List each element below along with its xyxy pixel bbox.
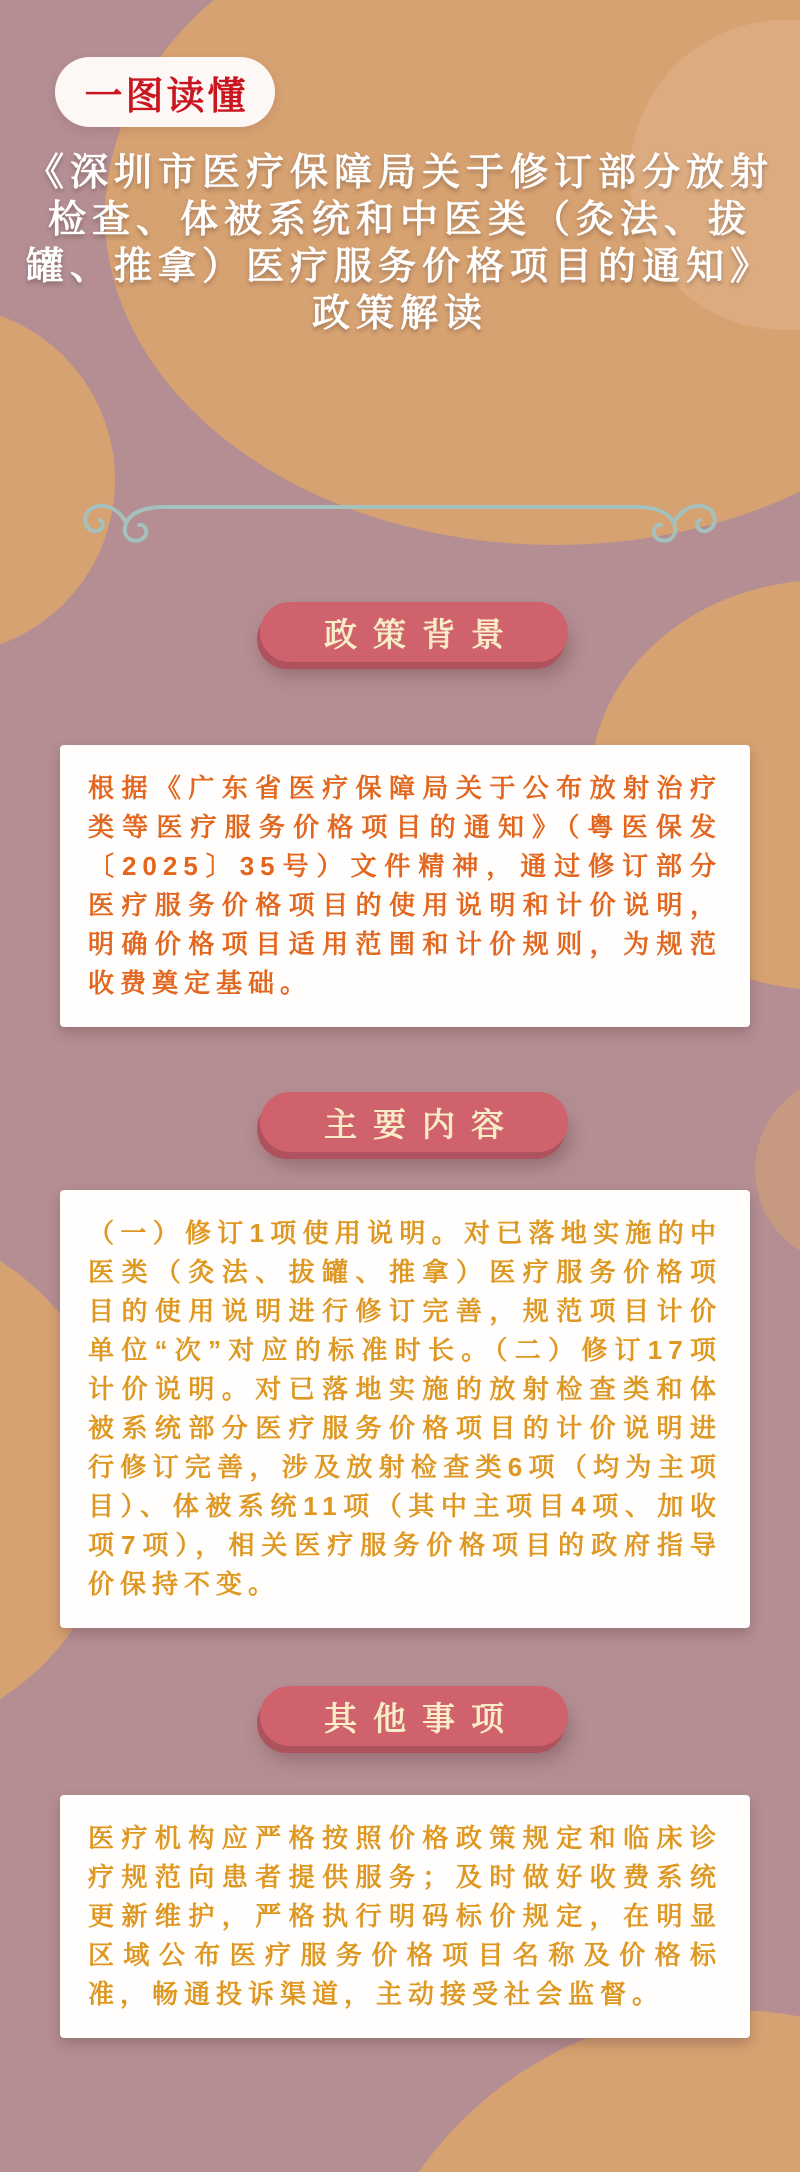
section-body: 医疗机构应严格按照价格政策规定和临床诊疗规范向患者提供服务；及时做好收费系统更新维护，严格执行明码标价规定，在明显区域公布医疗服务价格项目名称及价格标准，畅通投诉渠道，主动接受社会监督。	[88, 1823, 722, 2009]
section-body: （一）修订1项使用说明。对已落地实施的中医类（灸法、拔罐、推拿）医疗服务价格项目的使用说明进行修订完善，规范项目计价单位“次”对应的标准时长。（二）修订17项计价说明。对已落地实施的放射检查类和体被系统部分医疗服务价格项目的计价说明进行修订完善，涉及放射检查类6项（均为主项目）、体被系统11项（其中主项目4项、加收项7项），相关医疗服务价格项目的政府指导价保持不变。	[88, 1218, 722, 1599]
background-circle	[755, 1075, 800, 1265]
section-pill-main-content	[260, 1092, 568, 1152]
section-pill-policy-background	[260, 602, 568, 662]
section-card-other-matters	[60, 1795, 750, 2038]
badge-label: 一图读懂	[84, 75, 249, 118]
section-body: 根据《广东省医疗保障局关于公布放射治疗类等医疗服务价格项目的通知》（粤医保发〔2025〕35号）文件精神，通过修订部分医疗服务价格项目的使用说明和计价说明，明确价格项目适用范围和计价规则，为规范收费奠定基础。	[88, 773, 722, 998]
section-heading: 主要内容	[324, 1105, 520, 1143]
section-heading: 政策背景	[324, 615, 520, 653]
background-circle	[0, 305, 115, 655]
page-title: 《深圳市医疗保障局关于修订部分放射检查、体被系统和中医类（灸法、拔罐、推拿）医疗服务价格项目的通知》政策解读	[25, 152, 774, 335]
section-card-policy-background	[60, 745, 750, 1027]
section-card-main-content	[60, 1190, 750, 1628]
section-heading: 其他事项	[324, 1699, 520, 1737]
divider-flourish	[55, 498, 745, 550]
section-pill-other-matters	[260, 1686, 568, 1746]
read-in-one-image-badge	[55, 57, 275, 127]
